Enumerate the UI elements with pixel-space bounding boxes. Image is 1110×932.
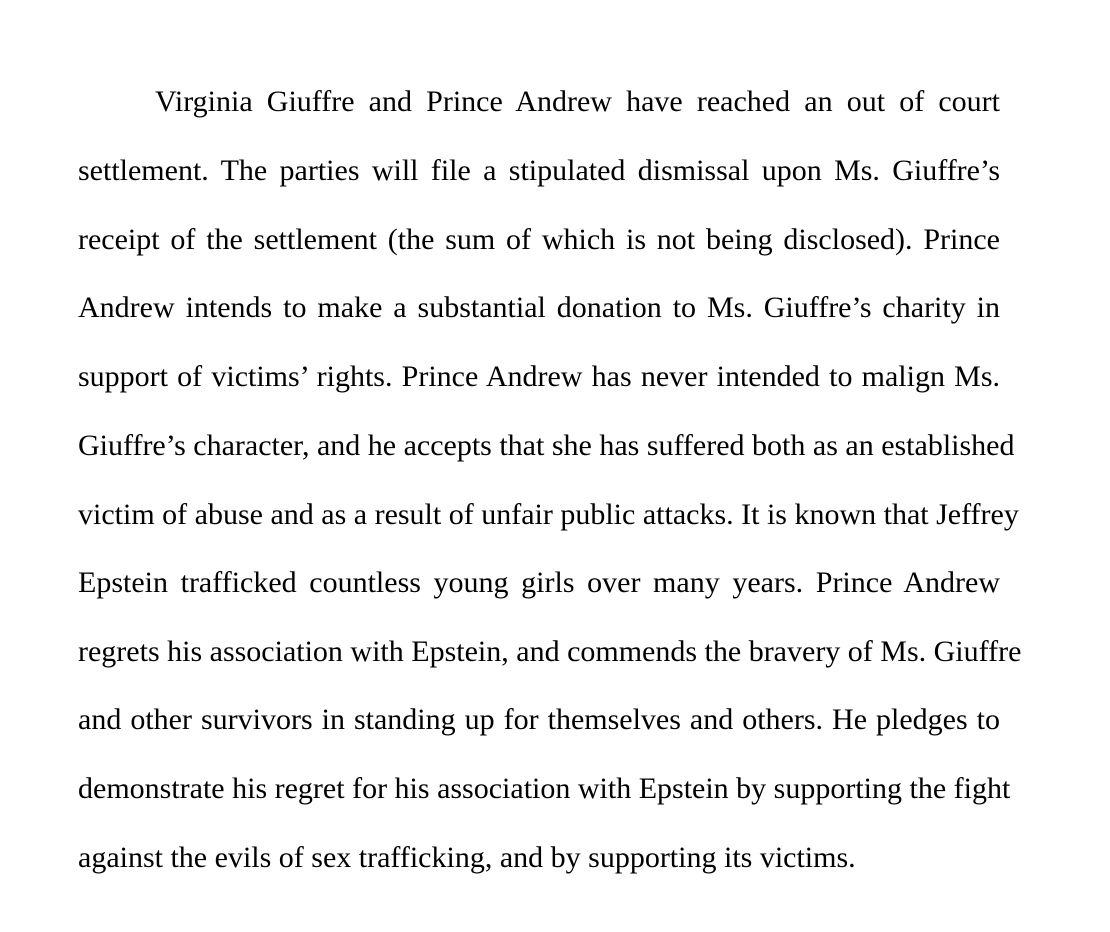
paragraph-line: Andrew intends to make a substantial donation to Ms. Giuffre’s charity in xyxy=(78,291,1000,324)
paragraph-line: demonstrate his regret for his association with Epstein by supporting the fight xyxy=(78,772,1011,805)
paragraph-line: Epstein trafficked countless young girls over many years. Prince Andrew xyxy=(78,566,1000,599)
paragraph-line: settlement. The parties will file a stipulated dismissal upon Ms. Giuffre’s xyxy=(78,154,1000,187)
paragraph-line: regrets his association with Epstein, and commends the bravery of Ms. Giuffre xyxy=(78,635,1022,668)
paragraph-line: receipt of the settlement (the sum of which is not being disclosed). Prince xyxy=(78,223,1000,256)
paragraph-line: victim of abuse and as a result of unfair public attacks. It is known that Jeffrey xyxy=(78,498,1019,531)
paragraph-line: against the evils of sex trafficking, and by supporting its victims. xyxy=(78,841,856,874)
paragraph-line: and other survivors in standing up for themselves and others. He pledges to xyxy=(78,703,1000,736)
paragraph-line: Giuffre’s character, and he accepts that she has suffered both as an established xyxy=(78,429,1015,462)
paragraph-line: support of victims’ rights. Prince Andrew has never intended to malign Ms. xyxy=(78,360,1000,393)
paragraph-line: Virginia Giuffre and Prince Andrew have reached an out of court xyxy=(155,85,1000,118)
